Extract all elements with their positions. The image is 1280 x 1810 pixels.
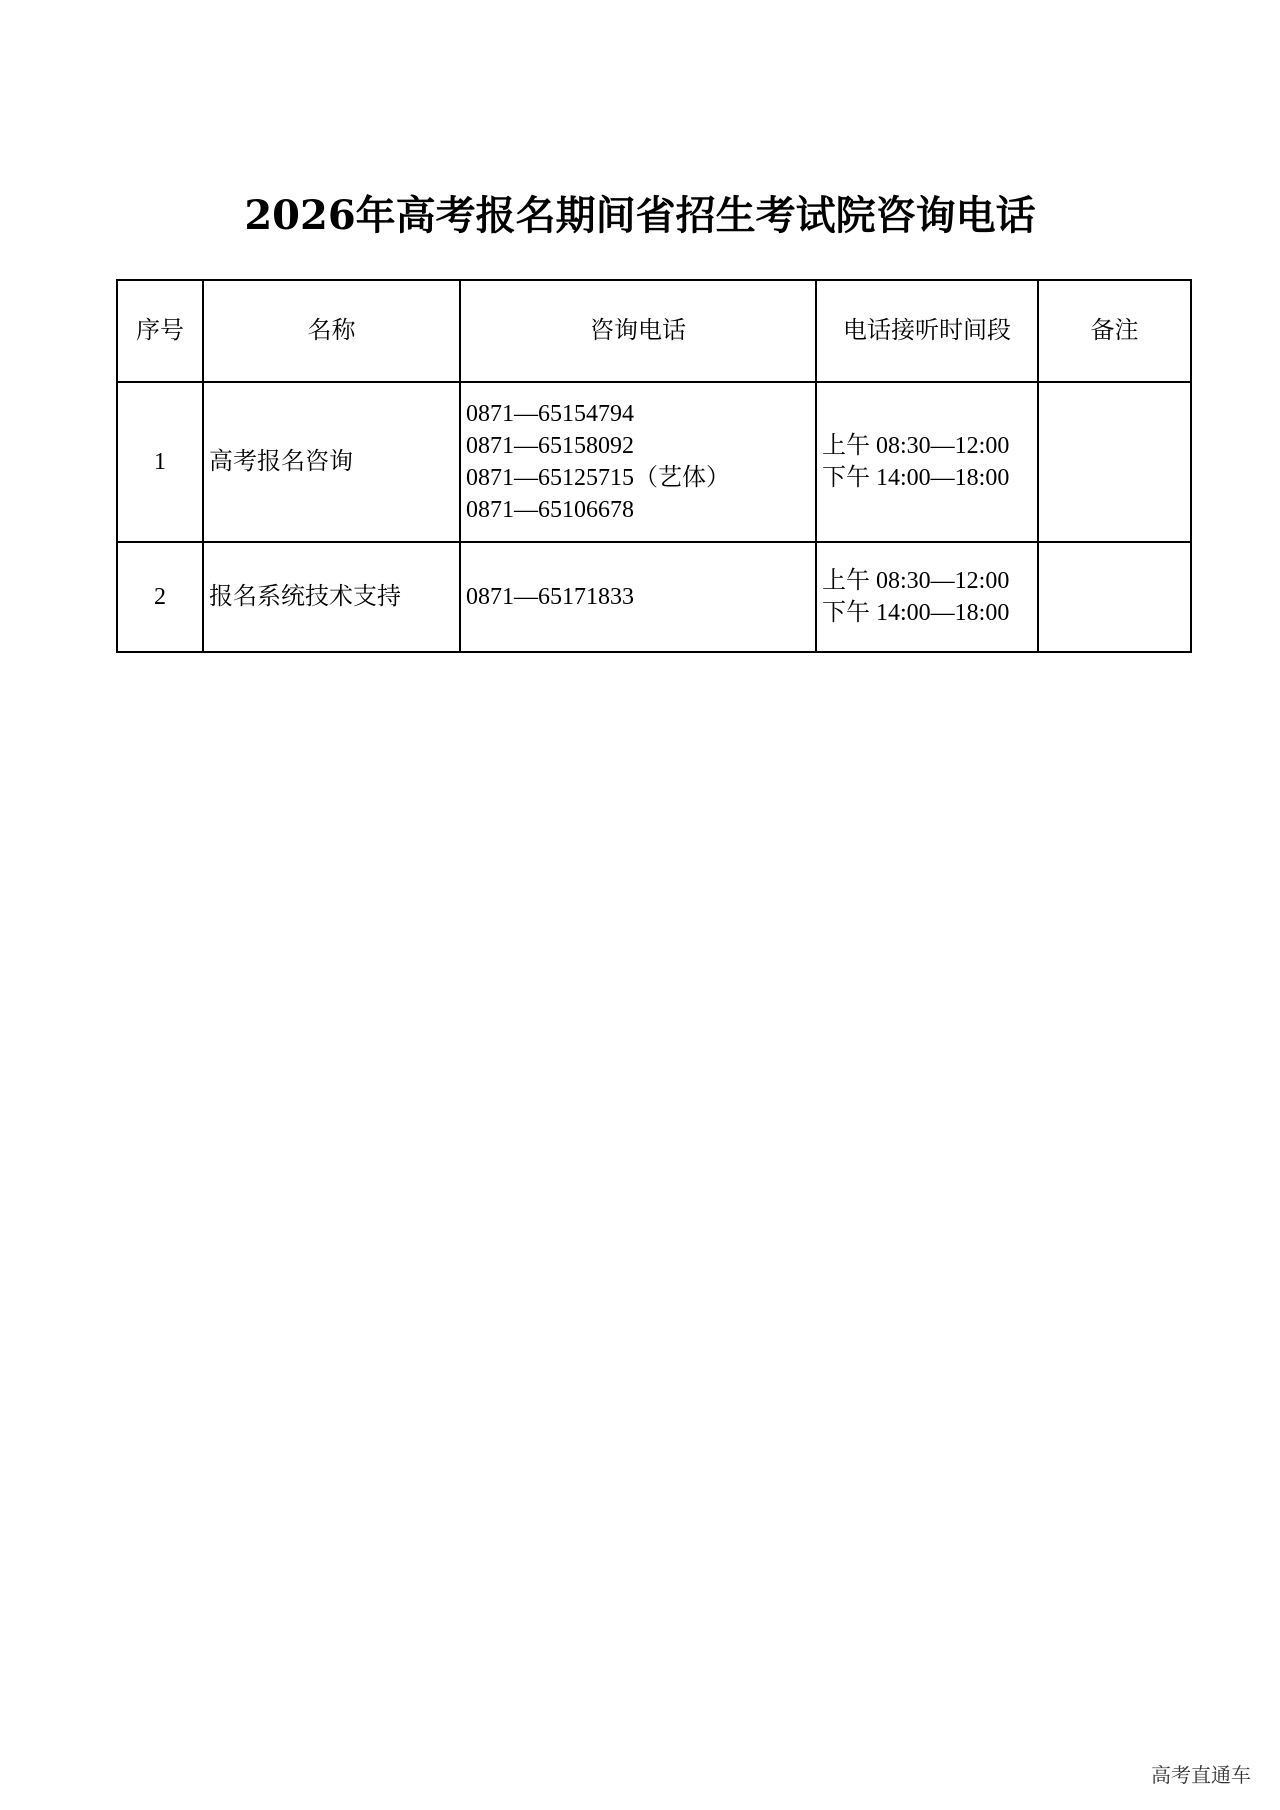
phone-number: 0871—65171833	[466, 584, 634, 610]
header-name: 名称	[203, 280, 460, 382]
row-seq: 1	[117, 382, 203, 542]
header-hours: 电话接听时间段	[816, 280, 1038, 382]
phone-number: 0871—65106678	[466, 497, 634, 523]
phone-number: 0871—65154794	[466, 401, 634, 427]
row-phones	[460, 382, 816, 542]
hours-afternoon: 下午 14:00—18:00	[822, 465, 1010, 491]
row-hours	[816, 382, 1038, 542]
header-seq: 序号	[117, 280, 203, 382]
hours-morning: 上午 08:30—12:00	[822, 568, 1010, 594]
consultation-phone-table	[116, 279, 1192, 653]
header-note: 备注	[1038, 280, 1191, 382]
row-name: 高考报名咨询	[203, 382, 460, 542]
row-hours	[816, 542, 1038, 652]
row-seq: 2	[117, 542, 203, 652]
phone-number: 0871—65158092	[466, 433, 634, 459]
table-row	[117, 382, 1191, 542]
row-note	[1038, 382, 1191, 542]
page-title: 2026年高考报名期间省招生考试院咨询电话	[244, 192, 1036, 239]
row-phones	[460, 542, 816, 652]
phone-number: 0871—65125715（艺体）	[466, 465, 730, 491]
hours-morning: 上午 08:30—12:00	[822, 433, 1010, 459]
header-phone: 咨询电话	[460, 280, 816, 382]
row-note	[1038, 542, 1191, 652]
table-header-row	[117, 280, 1191, 382]
row-name: 报名系统技术支持	[203, 542, 460, 652]
table-row	[117, 542, 1191, 652]
watermark-text: 高考直通车	[1151, 1763, 1251, 1787]
hours-afternoon: 下午 14:00—18:00	[822, 600, 1010, 626]
